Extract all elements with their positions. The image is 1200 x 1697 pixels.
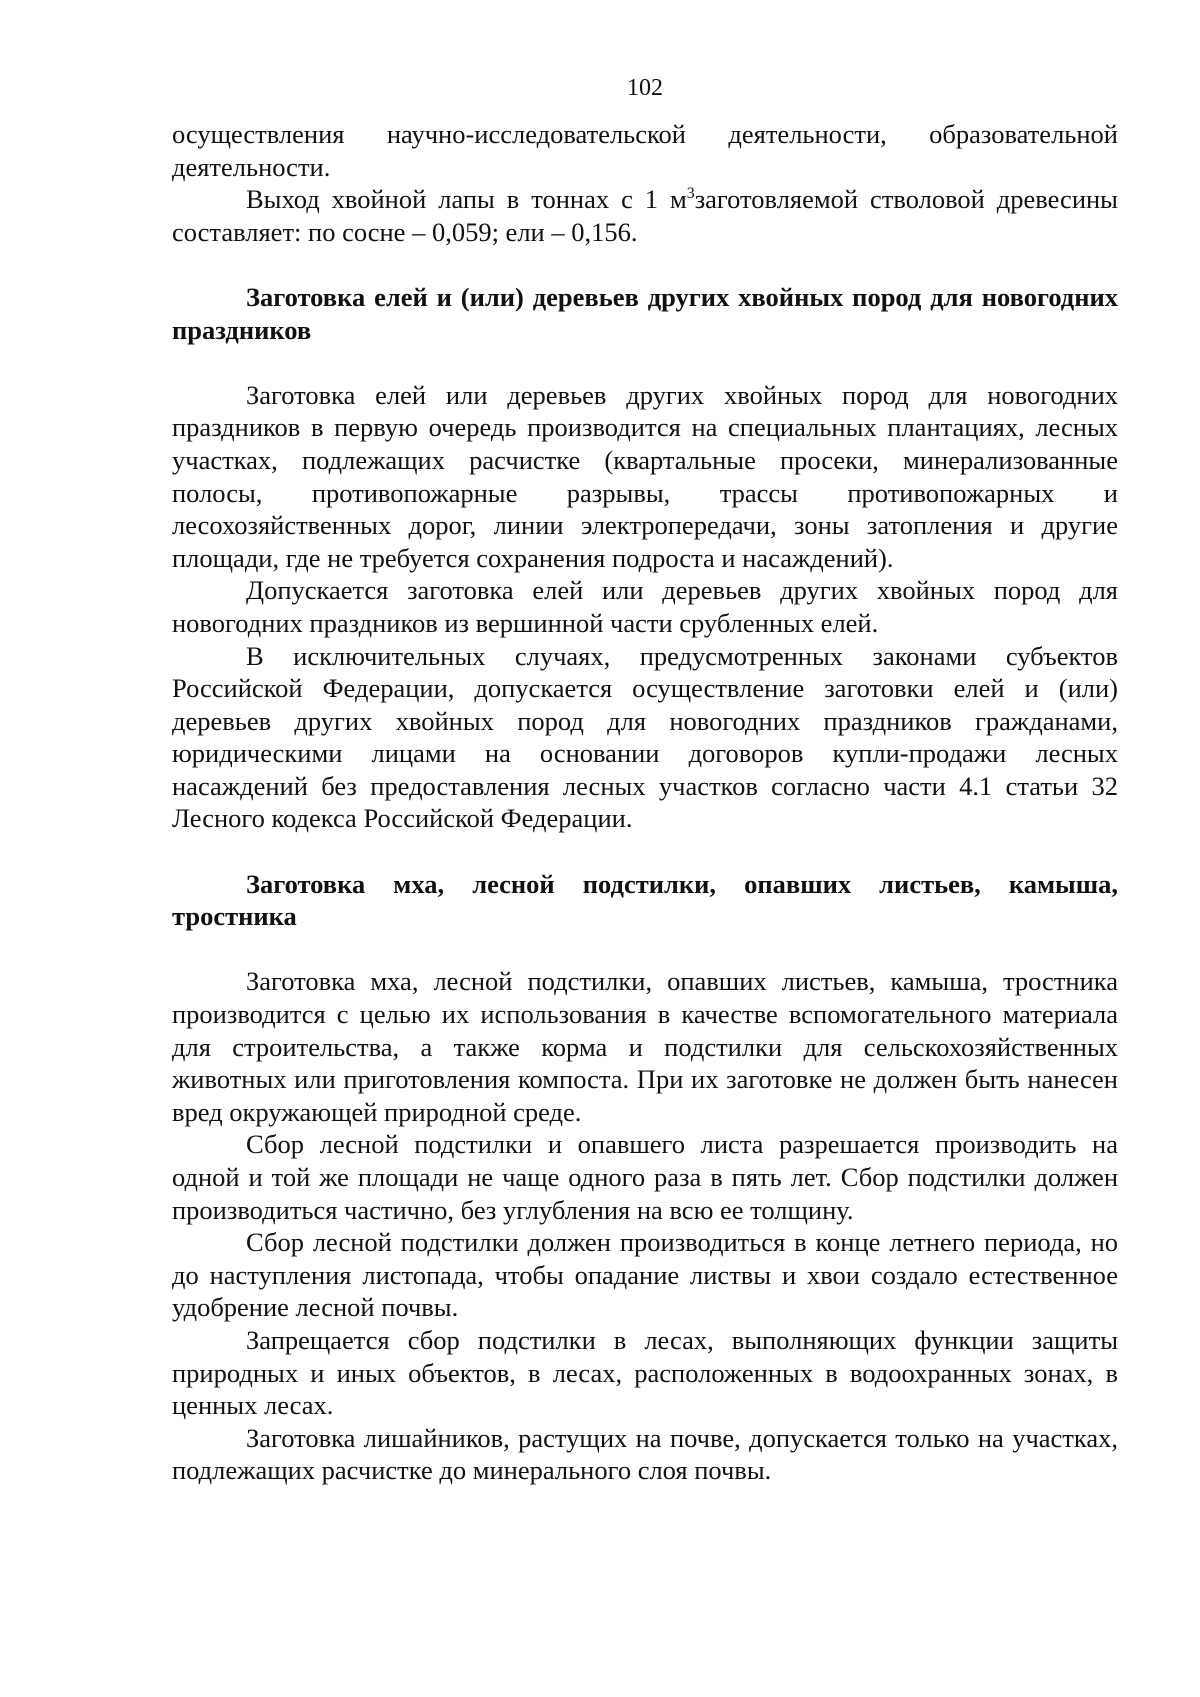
spacer — [172, 835, 1118, 868]
section2-paragraph-3: Сбор лесной подстилки должен производиться в конце летнего периода, но до наступления листопада, чтобы опадание листвы и хвои создало естественное удобрение лесной почвы. — [172, 1227, 1118, 1323]
intro-paragraph-2 — [172, 183, 1118, 248]
section-heading-moss-litter: Заготовка мха, лесной подстилки, опавших листьев, камыша, тростника — [172, 868, 1118, 932]
intro-paragraph-1: осуществления научно-исследовательской деятельности, образовательной деятельности. — [172, 119, 1118, 182]
section2-paragraph-5: Заготовка лишайников, растущих на почве, допускается только на участках, подлежащих расчистке до минерального слоя почвы. — [172, 1422, 1118, 1486]
spacer — [172, 248, 1118, 281]
section2-paragraph-1: Заготовка мха, лесной подстилки, опавших листьев, камыша, тростника производится с целью их использования в качестве вспомогательного материала для строительства, а также корма и подстилки для сельскохозяйственных животных или приготовления компоста. При их заготовке не должен быть нанесен вред окружающей природной среде. — [172, 966, 1118, 1127]
section2-paragraph-2: Сбор лесной подстилки и опавшего листа разрешается производить на одной и той же площади не чаще одного раза в пять лет. Сбор подстилки должен производиться частично, без углубления на всю ее толщину. — [172, 1129, 1118, 1225]
spacer — [172, 346, 1118, 379]
page-number: 102 — [627, 75, 663, 101]
section1-paragraph-2: Допускается заготовка елей или деревьев других хвойных пород для новогодних праздников из вершинной части срубленных елей. — [172, 575, 1118, 638]
page-content — [172, 118, 1118, 1487]
section2-paragraph-4: Запрещается сбор подстилки в лесах, выполняющих функции защиты природных и иных объектов, в лесах, расположенных в водоохранных зонах, в ценных лесах. — [172, 1324, 1118, 1421]
section1-paragraph-1: Заготовка елей или деревьев других хвойных пород для новогодних праздников в первую очередь производится на специальных плантациях, лесных участках, подлежащих расчистке (квартальные просеки, минерализованные полосы, противопожарные разрывы, трассы противопожарных и лесохозяйственных дорог, линии электропередачи, зоны затопления и другие площади, где не требуется сохранения подроста и насаждений). — [172, 379, 1118, 573]
cubic-superscript: 3 — [686, 185, 695, 203]
spacer — [172, 933, 1118, 966]
intro-paragraph-2-text-a: Выход хвойной лапы в тоннах с 1 м — [246, 184, 687, 215]
intro-paragraph-2-text-b: заготовляемой стволовой древесины составляет: по сосне – 0,059; ели – 0,156. — [172, 184, 1118, 247]
section1-paragraph-3: В исключительных случаях, предусмотренных законами субъектов Российской Федерации, допускается осуществление заготовки елей и (или) деревьев других хвойных пород для новогодних праздников гражданами, юридическими лицами на основании договоров купли-продажи лесных насаждений без предоставления лесных участков согласно части 4.1 статьи 32 Лесного кодекса Российской Федерации. — [172, 640, 1118, 834]
section-heading-christmas-trees: Заготовка елей и (или) деревьев других хвойных пород для новогодних праздников — [172, 281, 1118, 345]
document-page — [172, 0, 1118, 1697]
